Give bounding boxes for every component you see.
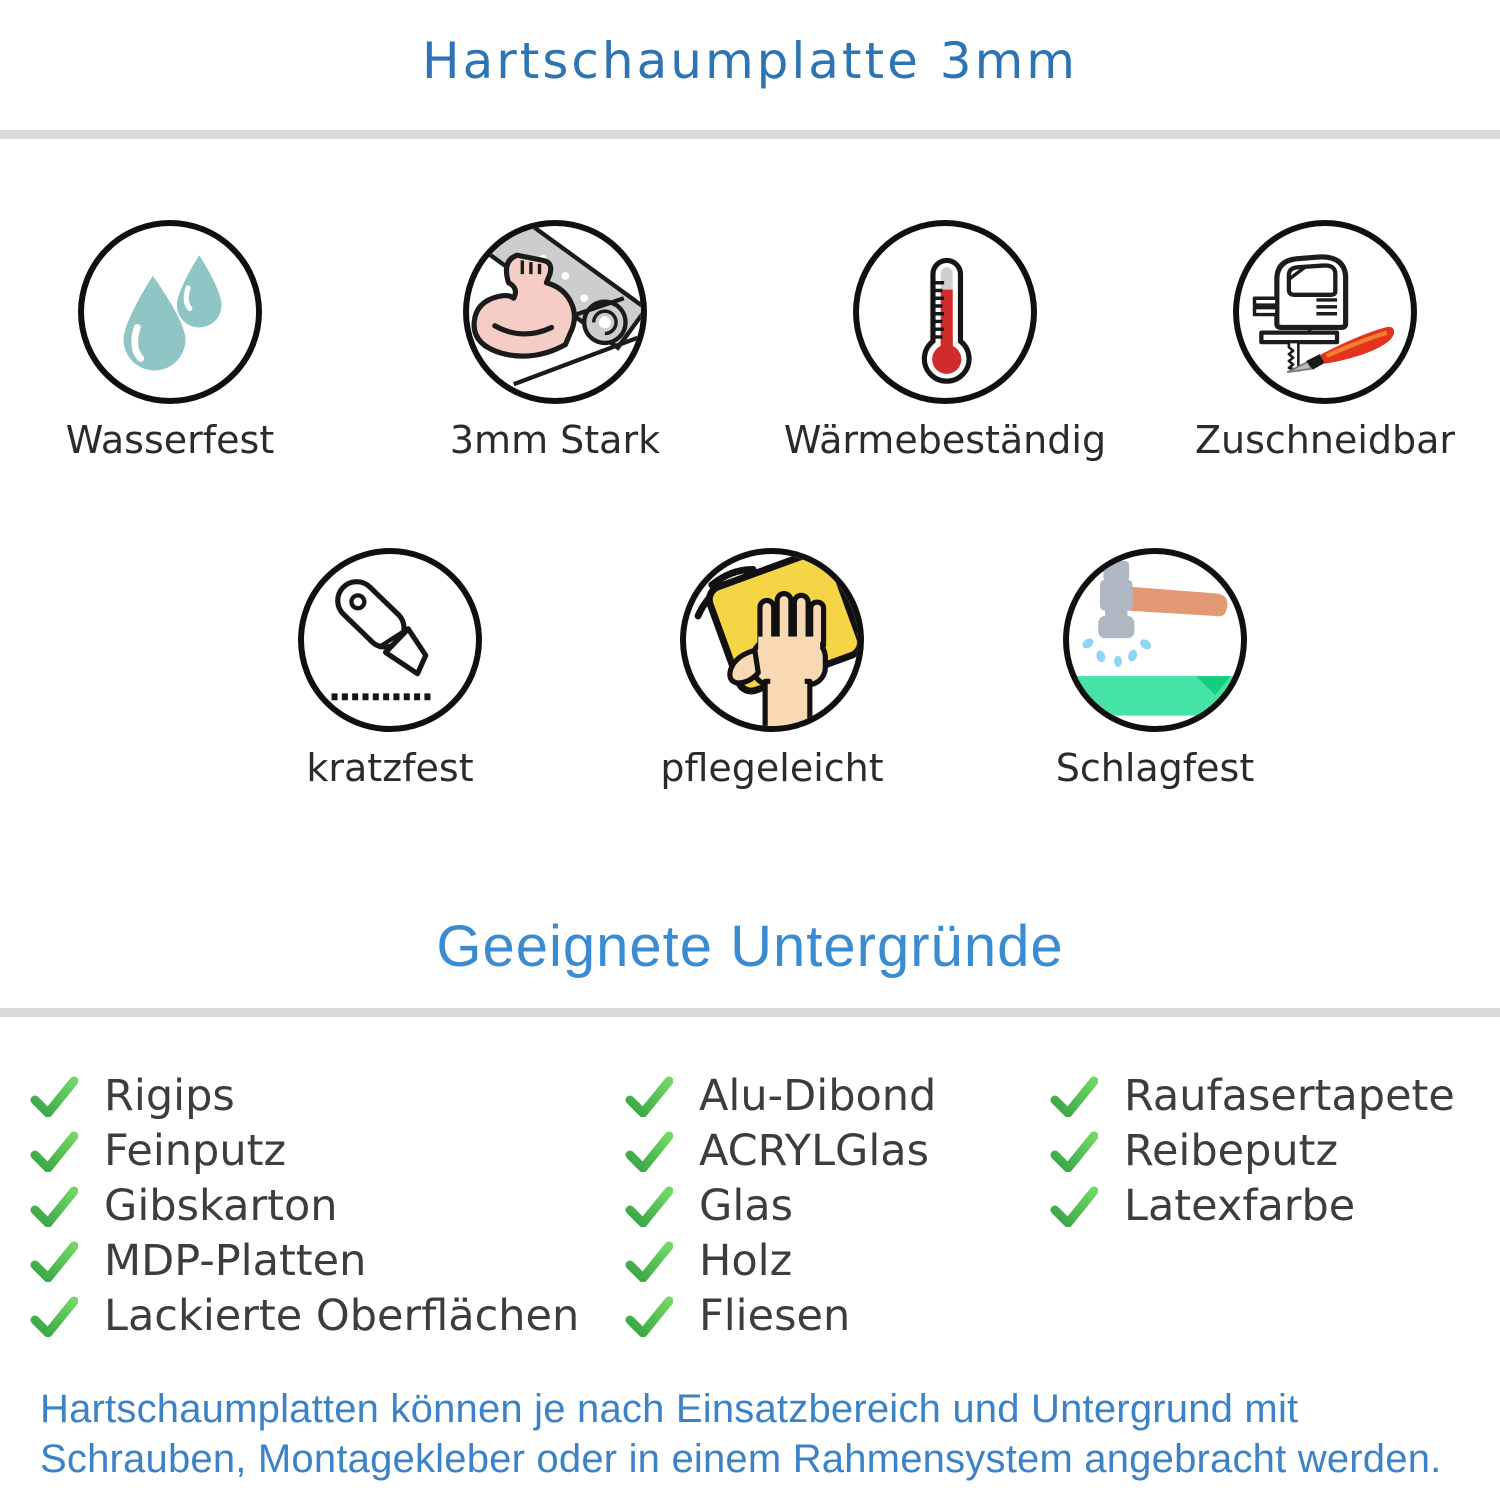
list-item-label: Gibskarton bbox=[104, 1180, 338, 1231]
list-item-label: Rigips bbox=[104, 1070, 235, 1121]
list-item bbox=[30, 1123, 579, 1178]
substrate-column-3 bbox=[1050, 1068, 1455, 1233]
list-item bbox=[1050, 1123, 1455, 1178]
mounting-note-line2: Schrauben, Montagekleber oder in einem Rahmensystem angebracht werden. bbox=[40, 1437, 1442, 1481]
mounting-note-line1: Hartschaumplatten können je nach Einsatzbereich und Untergrund mit bbox=[40, 1387, 1299, 1431]
feature-schlagfest bbox=[985, 548, 1325, 790]
thermometer-icon bbox=[859, 226, 1031, 398]
feature-circle bbox=[853, 220, 1037, 404]
feature-label: 3mm Stark bbox=[449, 418, 661, 462]
water-drops-icon bbox=[84, 226, 256, 398]
substrate-column-1 bbox=[30, 1068, 579, 1343]
mounting-note bbox=[40, 1384, 1500, 1484]
list-item-label: Feinputz bbox=[104, 1125, 287, 1176]
check-icon bbox=[30, 1130, 78, 1172]
list-item-label: Reibeputz bbox=[1124, 1125, 1339, 1176]
list-item-label: ACRYLGlas bbox=[699, 1125, 930, 1176]
list-item bbox=[1050, 1068, 1455, 1123]
list-item bbox=[625, 1233, 936, 1288]
list-item-label: Lackierte Oberflächen bbox=[104, 1290, 580, 1341]
list-item bbox=[625, 1123, 936, 1178]
page-title: Hartschaumplatte 3mm bbox=[421, 32, 1079, 90]
feature-circle bbox=[78, 220, 262, 404]
list-item bbox=[30, 1178, 579, 1233]
feature-label: Wasserfest bbox=[65, 418, 275, 462]
list-item bbox=[30, 1068, 579, 1123]
list-item-label: Holz bbox=[699, 1235, 793, 1286]
check-icon bbox=[1050, 1185, 1098, 1227]
feature-kratzfest bbox=[220, 548, 560, 790]
list-item-label: Latexfarbe bbox=[1124, 1180, 1356, 1231]
check-icon bbox=[625, 1295, 673, 1337]
utility-knife-icon bbox=[304, 554, 476, 726]
list-item-label: Fliesen bbox=[699, 1290, 851, 1341]
feature-circle bbox=[298, 548, 482, 732]
feature-label: pflegeleicht bbox=[660, 746, 884, 790]
check-icon bbox=[625, 1075, 673, 1117]
check-icon bbox=[1050, 1075, 1098, 1117]
list-item bbox=[30, 1288, 579, 1343]
list-item bbox=[625, 1178, 936, 1233]
hammer-icon bbox=[1069, 554, 1241, 726]
check-icon bbox=[1050, 1130, 1098, 1172]
substrate-column-2 bbox=[625, 1068, 936, 1343]
list-item-label: Alu-Dibond bbox=[699, 1070, 937, 1121]
feature-3mm-stark bbox=[385, 220, 725, 462]
cleaning-hand-icon bbox=[686, 554, 858, 726]
list-item bbox=[625, 1068, 936, 1123]
check-icon bbox=[30, 1240, 78, 1282]
list-item bbox=[1050, 1178, 1455, 1233]
check-icon bbox=[625, 1185, 673, 1227]
check-icon bbox=[30, 1075, 78, 1117]
feature-zuschneidbar bbox=[1155, 220, 1495, 462]
list-item bbox=[30, 1233, 579, 1288]
divider-middle bbox=[0, 1008, 1500, 1017]
check-icon bbox=[625, 1130, 673, 1172]
feature-wasserfest bbox=[0, 220, 340, 462]
list-item-label: Glas bbox=[699, 1180, 794, 1231]
list-item-label: MDP-Platten bbox=[104, 1235, 367, 1286]
feature-label: Schlagfest bbox=[1055, 746, 1255, 790]
divider-top bbox=[0, 130, 1500, 139]
feature-circle bbox=[1233, 220, 1417, 404]
feature-label: Zuschneidbar bbox=[1194, 418, 1456, 462]
check-icon bbox=[30, 1295, 78, 1337]
feature-waermebestaendig bbox=[775, 220, 1115, 462]
feature-circle bbox=[1063, 548, 1247, 732]
check-icon bbox=[625, 1240, 673, 1282]
feature-circle bbox=[680, 548, 864, 732]
feature-pflegeleicht bbox=[602, 548, 942, 790]
muscle-arm-icon bbox=[469, 226, 641, 398]
check-icon bbox=[30, 1185, 78, 1227]
feature-label: Wärmebeständig bbox=[783, 418, 1107, 462]
feature-label: kratzfest bbox=[306, 746, 474, 790]
section-title-untergruende: Geeignete Untergründe bbox=[436, 914, 1064, 979]
feature-circle bbox=[463, 220, 647, 404]
list-item-label: Raufasertapete bbox=[1124, 1070, 1455, 1121]
jigsaw-icon bbox=[1239, 226, 1411, 398]
list-item bbox=[625, 1288, 936, 1343]
